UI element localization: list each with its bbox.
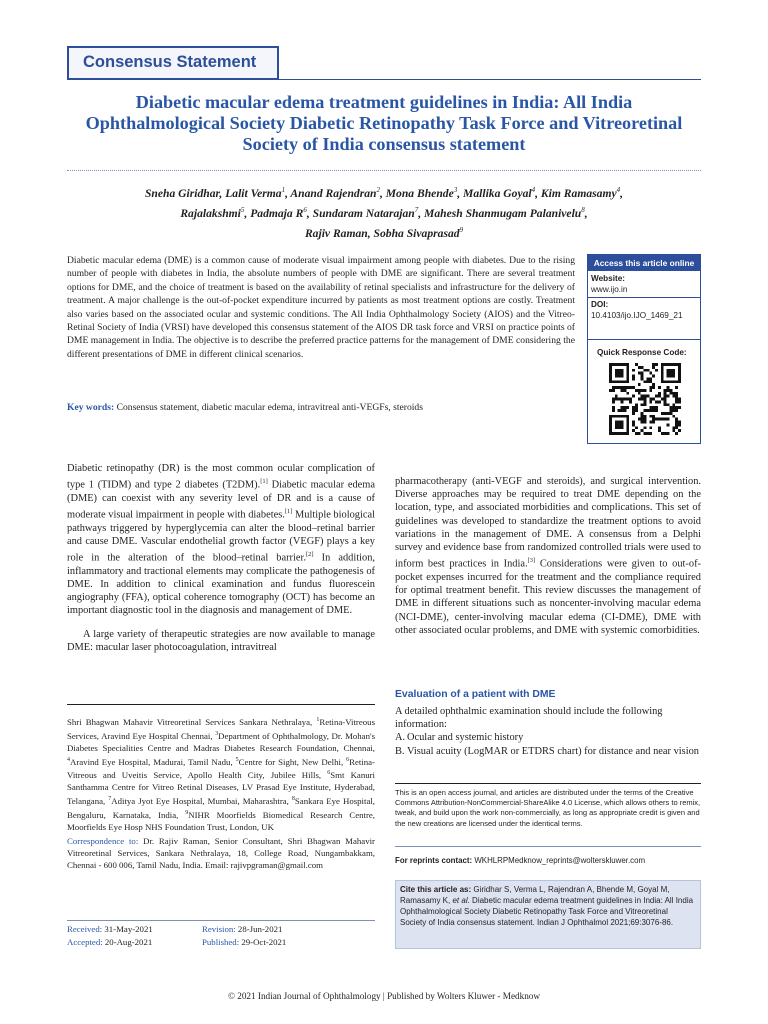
reprints-divider <box>395 846 701 847</box>
section-tag-label: Consensus Statement <box>83 53 257 71</box>
author-name: , Padmaja R <box>244 206 304 220</box>
affiliation-ref: 7 <box>414 205 419 214</box>
citation-text: Cite this article as: Giridhar S, Verma L, Rajendran A, Bhende M, Goyal M, Ramasamy K, et al. Diabetic macular edema treatment guidelines in India: All India Ophthalmological Society Diabetic Retinopathy Task Force and Vitreoretinal Society of India consensus statement. Indian J Ophthalmol 2021;69:3076-86. <box>400 885 694 927</box>
page-footer: © 2021 Indian Journal of Ophthalmology | Published by Wolters Kluwer - Medknow <box>227 991 541 1001</box>
affiliation-entry: Shri Bhagwan Mahavir Vitreoretinal Services Sankara Nethralaya, <box>67 716 317 727</box>
access-box-header: Access this article online <box>588 255 700 271</box>
affiliation-ref: 6 <box>327 770 331 777</box>
affiliation-ref: 8 <box>291 796 295 803</box>
keywords <box>67 402 575 413</box>
correspondence <box>67 836 375 872</box>
reprints-email[interactable]: WKHLRPMedknow_reprints@wolterskluwer.com <box>472 856 646 865</box>
author-name: , Mona Bhende <box>379 186 454 200</box>
affiliation-ref: 2 <box>376 186 380 194</box>
affiliation-ref: 1 <box>316 717 320 723</box>
affiliation-entry: Aravind Eye Hospital, Madurai, Tamil Nadu, <box>70 756 236 767</box>
license-divider <box>395 783 701 784</box>
affiliation-ref: 8 <box>581 205 585 214</box>
author-line-3 <box>80 222 688 242</box>
access-box-divider <box>588 297 700 298</box>
published-date: Published: 29-Oct-2021 <box>202 937 287 947</box>
article-title: Diabetic macular edema treatment guidelines in India: All India Ophthalmological Society Diabetic Retinopathy Task Force and Vitreoretinal Society of India consensus statement <box>85 92 683 154</box>
author-name: , Lalit Verma <box>219 186 282 200</box>
affiliation-ref: 5 <box>235 756 239 763</box>
author-name: , Anand Rajendran <box>285 186 377 200</box>
license-text: This is an open access journal, and articles are distributed under the terms of the Creative Commons Attribution-NonCommercial-ShareAlike 4.0 License, which allows others to remix, tweak, and build upon the work non-commercially, as long as appropriate credit is given and the new creations are licensed under the identical terms. <box>395 788 701 828</box>
affiliation-ref: 4 <box>531 186 536 194</box>
guidelines-paragraph: pharmacotherapy (anti-VEGF and steroids), and surgical intervention. Diverse approaches may be required to treat DME depending on the location, type, and associated morbidities and complications. This set of guidelines was developed to standardize the treatment options to avoid variations in the management of DME. A consensus from a Delphi survey and evidence base from randomized controlled trials were used to inform best practices in India.[3] Considerations were given to out-of-pocket expenses incurred for the treatment and the compliance required for optimal treatment benefit. This review discusses the management of DME in different situations such as noncenter-involving macular edema (NCI-DME), center-involving macular edema (CI-DME), DME with other associated ocular problems, and DME with systemic comorbidities. <box>395 476 702 636</box>
doi-label: DOI: <box>591 300 609 309</box>
author-list <box>80 182 688 242</box>
correspondence-label: Correspondence to: <box>67 836 139 846</box>
citation-ref[interactable]: [3] <box>527 557 536 565</box>
affiliation-ref: 7 <box>108 796 112 803</box>
evaluation-section <box>395 705 701 758</box>
intro-paragraph: Diabetic retinopathy (DR) is the most common ocular complication of type 1 (TIDM) and type 2 diabetes (T2DM).[1] Diabetic macular edema (DME) can coexist with any severity level of DR and is a cause of moderate visual impairment in people with diabetes.[1] Multiple biological pathways triggered by hyperglycemia can alter the blood–retinal barrier and cause DME. Vascular endothelial growth factor (VEGF) plays a key role in the alteration of the blood–retinal barrier.[2] In addition, inflammatory and tractional elements may complicate the pathogenesis of DME. In addition to clinical examination and fundus fluorescein angiography (FFA), optical coherence tomography (OCT) has become an important diagnostic tool in the diagnosis and management of DME. <box>67 463 375 617</box>
body-column-left <box>67 462 375 664</box>
affiliations <box>67 715 375 834</box>
affiliation-ref: 1 <box>281 186 286 194</box>
list-item: B. Visual acuity (LogMAR or ETDRS chart) for distance and near vision <box>395 745 699 757</box>
author-name: Rajalakshmi <box>180 206 241 220</box>
author-line-2 <box>80 202 688 222</box>
access-article-box <box>587 254 701 444</box>
author-name: , Sundaram Natarajan <box>306 206 415 220</box>
affiliation-divider <box>67 704 375 705</box>
qr-code-icon[interactable] <box>609 363 681 435</box>
author-line-1 <box>80 182 688 202</box>
header-rule <box>278 79 701 80</box>
body-column-right <box>395 475 701 637</box>
affiliation-ref: 4 <box>616 186 621 194</box>
affiliation-ref: 6 <box>346 756 350 763</box>
received-date: Received: 31-May-2021 <box>67 924 153 934</box>
evaluation-intro: A detailed ophthalmic examination should include the following information: <box>395 706 663 731</box>
affiliation-entry: Aditya Jyot Eye Hospital, Mumbai, Maharashtra, <box>111 796 292 807</box>
author-name: Sneha Giridhar <box>144 186 220 200</box>
author-name: , Mahesh Shanmugam Palanivelu <box>418 206 582 220</box>
citation-ref[interactable]: [2] <box>305 551 314 559</box>
accepted-date: Accepted: 20-Aug-2021 <box>67 937 153 947</box>
author-name: Rajiv Raman, Sobha Sivaprasad <box>304 226 460 240</box>
reprints <box>395 856 701 865</box>
section-heading: Evaluation of a patient with DME <box>395 689 556 700</box>
website-label: Website: <box>591 274 625 283</box>
author-name: , <box>620 186 624 200</box>
therapy-paragraph: A large variety of therapeutic strategies are now available to manage DME: macular laser photocoagulation, intravitreal <box>67 628 375 653</box>
doi-link[interactable]: 10.4103/ijo.IJO_1469_21 <box>591 311 683 320</box>
list-item: A. Ocular and systemic history <box>395 732 524 744</box>
affiliation-entry: Smt Kanuri Santhamma Centre for Vitreo Retinal Diseases, LV Prasad Eye Institute, Hyderabad, Telangana, <box>67 770 375 807</box>
qr-label: Quick Response Code: <box>597 348 687 357</box>
author-name: , Mallika Goyal <box>457 186 532 200</box>
website-link[interactable]: www.ijo.in <box>591 285 628 294</box>
access-box-divider <box>588 339 700 340</box>
dates-divider <box>67 920 375 921</box>
affiliation-entry: Department of Ophthalmology, Dr. Mohan's Diabetes Specialities Centre and Madras Diabetes Research Foundation, Chennai, <box>67 730 375 753</box>
affiliation-ref: 3 <box>453 186 458 194</box>
correspondence-text: Dr. Rajiv Raman, Senior Consultant, Shri Bhagwan Mahavir Vitreoretinal Services, Sankara Nethralaya, 18, College Road, Nungambakkam, Chennai - 600 006, Tamil Nadu, India. Email: rajivpgraman@gmail.com <box>67 836 375 870</box>
affiliation-entry: Retina-Vitreous Services, Aravind Eye Hospital Chennai, <box>67 716 375 741</box>
affiliation-ref: 3 <box>215 730 219 737</box>
citation-ref[interactable]: [1] <box>260 478 268 486</box>
affiliation-ref: 5 <box>240 205 245 214</box>
affiliation-entry: Sankara Eye Hospital, Bengaluru, Karnataka, India, <box>67 796 375 820</box>
author-name: , Kim Ramasamy <box>535 186 617 200</box>
affiliation-entry: Retina-Vitreous and Uveitis Service, Apollo Health City, Jubilee Hills, <box>67 756 375 781</box>
affiliation-ref: 4 <box>67 756 70 763</box>
author-name: , <box>584 206 588 220</box>
citation-box <box>395 880 701 949</box>
affiliation-ref: 9 <box>459 225 464 234</box>
keywords-text: Consensus statement, diabetic macular edema, intravitreal anti-VEGFs, steroids <box>114 402 423 413</box>
affiliation-entry: Centre for Sight, New Delhi, <box>238 756 347 767</box>
affiliation-ref: 9 <box>185 809 189 816</box>
keywords-label: Key words: <box>67 402 115 413</box>
citation-ref[interactable]: [1] <box>284 508 293 516</box>
section-tag <box>67 46 279 80</box>
title-divider <box>67 170 701 171</box>
abstract: Diabetic macular edema (DME) is a common cause of moderate visual impairment among people with diabetes. Due to the rising number of people with diabetes in India, the absolute numbers of people with DME are significant. There are several treatment options for DME, and the choice of treatment is based on the availability of retinal specialists and infrastructure for the delivery of treatment. A major challenge is the out-of-pocket expenditure incurred by patients as most treatment options are costly. Treatment also varies based on the associated ocular and systemic conditions. The All India Ophthalmology Society (AIOS) and the Vitreo-Retinal Society of India (VRSI) have developed this consensus statement of the AIOS DR task force and VRSI on practice points of DME management in India. The objective is to describe the preferred practice patterns for the management of DME considering the different presentations of DME in different clinical scenarios. <box>67 255 575 360</box>
reprints-label: For reprints contact: <box>395 856 473 865</box>
affiliation-entry: NIHR Moorfields Biomedical Research Centre, Moorfields Eye Hosp NHS Foundation Trust, London, UK <box>67 809 375 832</box>
affiliation-ref: 6 <box>303 205 307 214</box>
revision-date: Revision: 28-Jun-2021 <box>202 924 283 934</box>
